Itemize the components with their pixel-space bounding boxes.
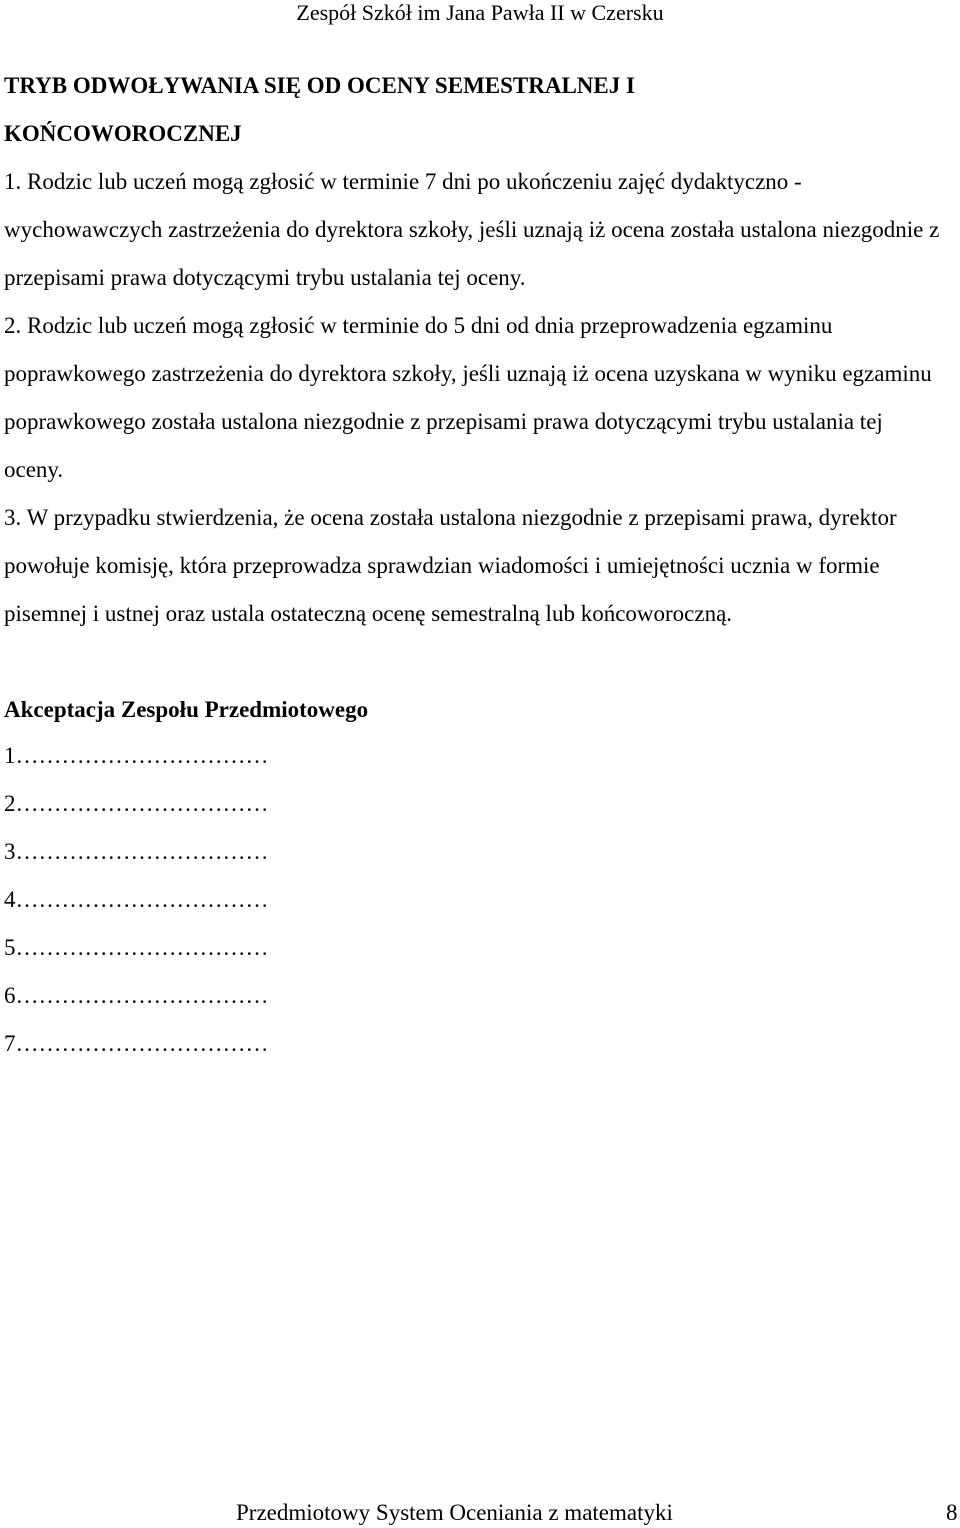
footer-title: Przedmiotowy System Oceniania z matematyki: [236, 1500, 673, 1525]
document-body: [4, 62, 944, 1068]
document-title-line-2: KOŃCOWOROCZNEJ: [4, 121, 242, 146]
signature-line: 2……………………………: [4, 791, 269, 816]
signature-line: 4……………………………: [4, 887, 269, 912]
school-name: Zespół Szkół im Jana Pawła II w Czersku: [296, 0, 664, 25]
signature-line: 7……………………………: [4, 1031, 269, 1056]
paragraph-1: 1. Rodzic lub uczeń mogą zgłosić w terminie 7 dni po ukończeniu zajęć dydaktyczno - wychowawczych zastrzeżenia do dyrektora szkoły, jeśli uznają iż ocena została ustalona niezgodnie z przepisami prawa dotyczącymi trybu ustalania tej oceny.: [4, 169, 940, 290]
document-title-line-1: TRYB ODWOŁYWANIA SIĘ OD OCENY SEMESTRALNEJ I: [4, 73, 635, 98]
document-title: [4, 62, 944, 158]
page-header: [0, 0, 960, 26]
signature-line: 6……………………………: [4, 983, 269, 1008]
paragraph-3: 3. W przypadku stwierdzenia, że ocena została ustalona niezgodnie z przepisami prawa, dyrektor powołuje komisję, która przeprowadza sprawdzian wiadomości i umiejętności ucznia w formie pisemnej i ustnej oraz ustala ostateczną ocenę semestralną lub końcoworoczną.: [4, 505, 897, 626]
signature-list: [4, 732, 944, 1068]
signature-line: 3……………………………: [4, 839, 269, 864]
paragraph-2: 2. Rodzic lub uczeń mogą zgłosić w terminie do 5 dni od dnia przeprowadzenia egzaminu poprawkowego zastrzeżenia do dyrektora szkoły, jeśli uznają iż ocena uzyskana w wyniku egzaminu poprawkowego została ustalona niezgodnie z przepisami prawa dotyczącymi trybu ustalania tej oceny.: [4, 313, 932, 482]
signature-line: 1……………………………: [4, 743, 269, 768]
signature-line: 5……………………………: [4, 935, 269, 960]
page-number: 8: [946, 1500, 958, 1525]
acceptance-heading: Akceptacja Zespołu Przedmiotowego: [4, 697, 369, 722]
